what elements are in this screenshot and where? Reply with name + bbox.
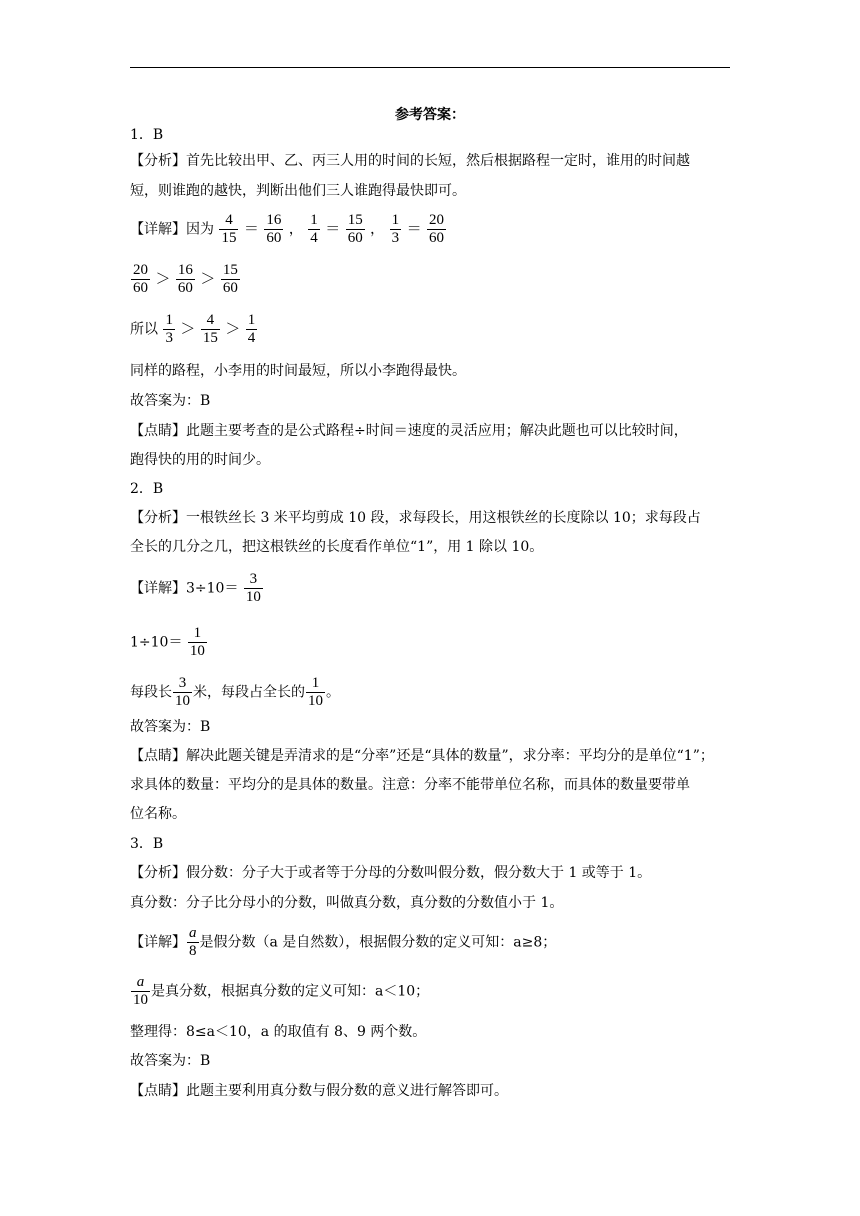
fraction: $\frac{4}{15}$ [202, 312, 218, 346]
q1-answer: 故答案为：B [130, 393, 211, 409]
fraction: $\frac{15}{60}$ [222, 262, 238, 296]
q1-conclusion: 同样的路程，小李用的时间最短，所以小李跑得最快。 [130, 363, 466, 379]
q2-analysis-line2: 全长的几分之几，把这根铁丝的长度看作单位“1”，用 1 除以 10。 [130, 539, 544, 555]
q2-comment-line2: 求具体的数量：平均分的是具体的数量。注意：分率不能带单位名称，而具体的数量要带单 [130, 777, 690, 793]
fraction: $\frac{4}{15}$ [221, 212, 237, 246]
q2-comment-line1: 【点睛】解决此题关键是弄清求的是“分率”还是“具体的数量”，求分率：平均分的是单位“1”； [130, 748, 714, 764]
q2-result-line: 每段长 $\frac{3}{10}$ 米，每段占全长的 $\frac{1}{10}$ 。 [130, 675, 340, 709]
fraction: $\frac{16}{60}$ [177, 262, 193, 296]
q3-detail-line2: $\frac{a}{10}$ 是真分数，根据真分数的定义可知：a＜10； [133, 974, 430, 1008]
fraction: $\frac{a}{10}$ [133, 974, 148, 1008]
fraction: $\frac{3}{10}$ [245, 571, 261, 605]
q2-answer: 故答案为：B [130, 719, 211, 735]
fraction: $\frac{1}{3}$ [165, 312, 173, 346]
fraction: $\frac{16}{60}$ [266, 212, 282, 246]
q3-answer: 故答案为：B [130, 1053, 211, 1069]
fraction: $\frac{1}{4}$ [247, 312, 256, 346]
q1-analysis-line1: 【分析】首先比较出甲、乙、丙三人用的时间的长短，然后根据路程一定时，谁用的时间越 [130, 153, 690, 169]
fraction: $\frac{1}{3}$ [391, 212, 400, 246]
fraction: $\frac{20}{60}$ [429, 212, 445, 246]
q2-detail-line1: 【详解】3÷10＝ $\frac{3}{10}$ [130, 571, 261, 605]
page-title: 参考答案： [395, 107, 465, 123]
q1-analysis-line2: 短，则谁跑的越快，判断出他们三人谁跑得最快即可。 [130, 183, 466, 199]
fraction: $\frac{15}{60}$ [347, 212, 363, 246]
q2-detail-line2: 1÷10＝ $\frac{1}{10}$ [130, 625, 205, 659]
q3-analysis-line1: 【分析】假分数：分子大于或者等于分母的分数叫假分数，假分数大于 1 或等于 1。 [130, 865, 652, 881]
q1-detail-label: 【详解】因为 [130, 221, 214, 238]
q1-comparison: $\frac{20}{60}$ ＞ $\frac{16}{60}$ ＞ $\frac{15}{60}$ [133, 262, 238, 296]
fraction: $\frac{1}{10}$ [308, 675, 323, 709]
q3-sort: 整理得：8≤a＜10，a 的取值有 8、9 两个数。 [130, 1024, 427, 1040]
q2-analysis-line1: 【分析】一根铁丝长 3 米平均剪成 10 段，求每段长，用这根铁丝的长度除以 10；求每段占 [130, 510, 701, 526]
q1-heading: 1．B [130, 127, 164, 143]
fraction: $\frac{1}{10}$ [189, 625, 205, 659]
q2-comment-line3: 位名称。 [130, 806, 186, 822]
q3-analysis-line2: 真分数：分子比分母小的分数，叫做真分数，真分数的分数值小于 1。 [130, 895, 564, 911]
q1-detail-equations: 【详解】因为 $\frac{4}{15}$ ＝ $\frac{16}{60}$ ， $\frac{1}{4}$ ＝ $\frac{15}{60}$ ， $\frac{1}{3}$ ＝ $\frac{20}{60}$ [130, 212, 445, 246]
fraction: $\frac{1}{4}$ [310, 212, 318, 246]
q3-detail-line1: 【详解】 $\frac{a}{8}$ 是假分数（a 是自然数），根据假分数的定义可知：a≥8； [130, 925, 557, 959]
fraction: $\frac{3}{10}$ [175, 675, 190, 709]
q3-comment: 【点睛】此题主要利用真分数与假分数的意义进行解答即可。 [130, 1083, 508, 1099]
q1-comment-line1: 【点睛】此题主要考查的是公式路程÷时间＝速度的灵活应用；解决此题也可以比较时间， [130, 423, 688, 439]
q2-heading: 2．B [130, 481, 164, 497]
q3-heading: 3．B [130, 836, 164, 852]
fraction: $\frac{20}{60}$ [133, 262, 148, 296]
q1-so-line: 所以 $\frac{1}{3}$ ＞ $\frac{4}{15}$ ＞ $\frac{1}{4}$ [130, 312, 256, 346]
header-rule [130, 67, 730, 68]
q1-comment-line2: 跑得快的用的时间少。 [130, 452, 270, 468]
fraction: $\frac{a}{8}$ [189, 925, 197, 959]
